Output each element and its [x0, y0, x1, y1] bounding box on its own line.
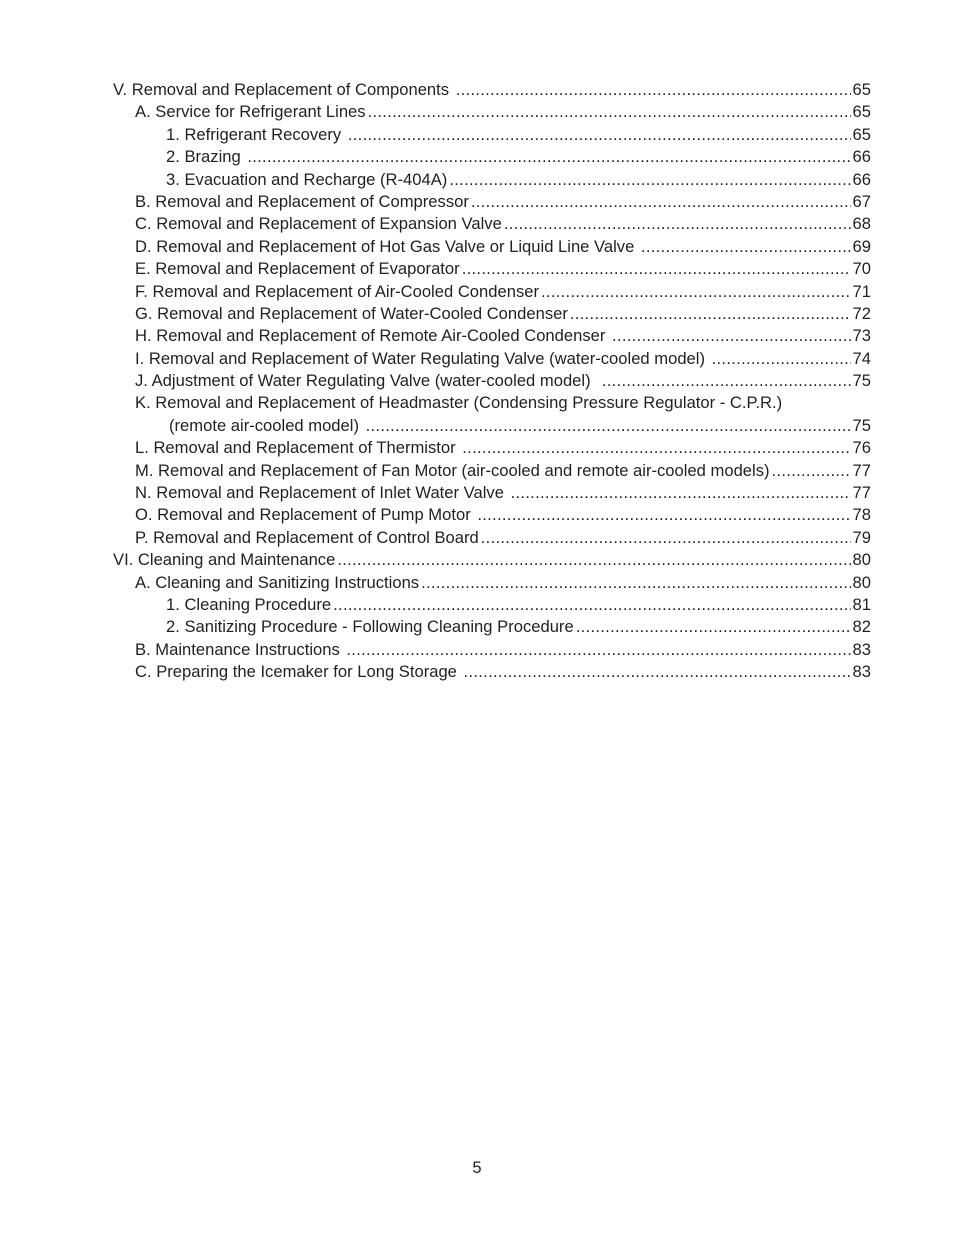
- toc-entry-title: F. Removal and Replacement of Air-Cooled Condenser: [135, 281, 539, 301]
- toc-entry-row: [135, 392, 871, 414]
- toc-entry[interactable]: [113, 213, 871, 235]
- toc-entry-page: 78: [852, 505, 871, 525]
- toc-entry-row: [135, 258, 871, 280]
- toc-entry-title: A. Service for Refrigerant Lines: [135, 102, 366, 122]
- toc-entry-row: [166, 594, 871, 616]
- toc-entry[interactable]: [113, 549, 871, 571]
- toc-entry-row: [135, 661, 871, 683]
- dot-leader: [541, 281, 851, 303]
- toc-entry-title: VI. Cleaning and Maintenance: [113, 550, 336, 570]
- toc-entry-row: [169, 415, 871, 437]
- toc-entry-title: G. Removal and Replacement of Water-Cooled Condenser: [135, 303, 568, 323]
- toc-entry-page: 83: [852, 662, 871, 682]
- dot-leader: [464, 661, 851, 683]
- toc-entry[interactable]: [113, 392, 871, 414]
- toc-entry-row: [135, 460, 871, 482]
- toc-entry-row: [135, 348, 871, 370]
- toc-entry-page: 68: [852, 214, 871, 234]
- dot-leader: [337, 549, 850, 571]
- toc-entry-title: B. Maintenance Instructions: [135, 639, 345, 659]
- dot-leader: [570, 303, 851, 325]
- toc-entry[interactable]: [113, 101, 871, 123]
- toc-entry-page: 81: [852, 594, 871, 614]
- toc-entry-title: N. Removal and Replacement of Inlet Water Valve: [135, 483, 509, 503]
- toc-entry-page: 79: [852, 527, 871, 547]
- toc-entry-page: 67: [852, 191, 871, 211]
- toc-entry-title: O. Removal and Replacement of Pump Motor: [135, 505, 476, 525]
- toc-entry-page: 75: [852, 371, 871, 391]
- toc-entry-page: 76: [852, 438, 871, 458]
- toc-entry-title: (remote air-cooled model): [169, 415, 364, 435]
- toc-entry[interactable]: [113, 236, 871, 258]
- toc-entry-title: 1. Refrigerant Recovery: [166, 124, 346, 144]
- dot-leader: [449, 169, 850, 191]
- toc-entry-row: [135, 639, 871, 661]
- toc-entry[interactable]: [113, 616, 871, 638]
- dot-leader: [366, 415, 851, 437]
- toc-entry-row: [135, 504, 871, 526]
- dot-leader: [456, 79, 851, 101]
- toc-entry-page: 74: [852, 348, 871, 368]
- toc-entry[interactable]: [113, 191, 871, 213]
- dot-leader: [602, 370, 851, 392]
- toc-entry[interactable]: [113, 124, 871, 146]
- toc-entry-page: 65: [852, 124, 871, 144]
- toc-entry-row: [135, 191, 871, 213]
- toc-entry[interactable]: [113, 504, 871, 526]
- toc-entry-page: 66: [852, 147, 871, 167]
- dot-leader: [612, 325, 851, 347]
- toc-entry[interactable]: [113, 572, 871, 594]
- toc-entry-row: [135, 325, 871, 347]
- toc-entry-title: A. Cleaning and Sanitizing Instructions: [135, 572, 420, 592]
- dot-leader: [462, 437, 850, 459]
- toc-entry-title: 2. Brazing: [166, 147, 246, 167]
- toc-entry-row: [166, 124, 871, 146]
- toc-entry-page: 65: [852, 102, 871, 122]
- toc-entry-page: 75: [852, 415, 871, 435]
- toc-entry-row: [135, 101, 871, 123]
- dot-leader: [477, 504, 850, 526]
- page-number: 5: [472, 1158, 482, 1177]
- dot-leader: [641, 236, 851, 258]
- dot-leader: [712, 348, 851, 370]
- toc-entry-row: [135, 572, 871, 594]
- toc-entry-title: B. Removal and Replacement of Compressor: [135, 191, 469, 211]
- dot-leader: [348, 124, 851, 146]
- dot-leader: [504, 213, 851, 235]
- toc-entry[interactable]: [113, 639, 871, 661]
- toc-entry[interactable]: [113, 325, 871, 347]
- toc-entry-row: [166, 169, 871, 191]
- toc-entry[interactable]: [113, 281, 871, 303]
- toc-entry-page: 82: [852, 617, 871, 637]
- dot-leader: [772, 460, 851, 482]
- toc-entry-page: 72: [852, 303, 871, 323]
- toc-entry-page: 80: [852, 572, 871, 592]
- toc-entry[interactable]: [113, 146, 871, 168]
- toc-entry[interactable]: [113, 370, 871, 392]
- toc-entry-title: P. Removal and Replacement of Control Board: [135, 527, 479, 547]
- toc-entry-title: E. Removal and Replacement of Evaporator: [135, 259, 460, 279]
- dot-leader: [421, 572, 850, 594]
- toc-entry[interactable]: [113, 169, 871, 191]
- toc-entry-page: 83: [852, 639, 871, 659]
- dot-leader: [481, 527, 851, 549]
- toc-entry[interactable]: [113, 460, 871, 482]
- toc-entry-title: J. Adjustment of Water Regulating Valve (water-cooled model): [135, 371, 600, 391]
- dot-leader: [462, 258, 851, 280]
- table-of-contents: [113, 79, 871, 684]
- toc-entry[interactable]: [113, 661, 871, 683]
- toc-entry-title: L. Removal and Replacement of Thermistor: [135, 438, 461, 458]
- toc-entry-title: M. Removal and Replacement of Fan Motor (air-cooled and remote air-cooled models): [135, 460, 770, 480]
- toc-entry-page: 65: [852, 80, 871, 99]
- toc-entry-title: V. Removal and Replacement of Components: [113, 80, 454, 99]
- toc-entry-row: [135, 437, 871, 459]
- toc-entry[interactable]: [113, 79, 871, 101]
- toc-entry[interactable]: [113, 527, 871, 549]
- dot-leader: [368, 101, 851, 123]
- toc-entry-page: 66: [852, 169, 871, 189]
- toc-entry-title: C. Removal and Replacement of Expansion Valve: [135, 214, 502, 234]
- toc-entry-title: C. Preparing the Icemaker for Long Storage: [135, 662, 462, 682]
- toc-entry[interactable]: [113, 482, 871, 504]
- toc-entry-row: [135, 482, 871, 504]
- dot-leader: [346, 639, 850, 661]
- toc-entry-row: [135, 281, 871, 303]
- toc-entry-title: D. Removal and Replacement of Hot Gas Valve or Liquid Line Valve: [135, 236, 639, 256]
- toc-entry-row: [113, 79, 871, 101]
- toc-entry-row: [135, 236, 871, 258]
- toc-entry[interactable]: [113, 415, 871, 437]
- toc-entry-title: 1. Cleaning Procedure: [166, 594, 332, 614]
- toc-entry-page: 80: [852, 550, 871, 570]
- dot-leader: [576, 616, 851, 638]
- toc-entry-title: K. Removal and Replacement of Headmaster (Condensing Pressure Regulator - C.P.R.): [135, 393, 783, 413]
- toc-entry-page: 77: [852, 483, 871, 503]
- toc-entry-row: [135, 370, 871, 392]
- toc-entry-row: [135, 303, 871, 325]
- dot-leader: [471, 191, 851, 213]
- toc-entry[interactable]: [113, 258, 871, 280]
- dot-leader: [333, 594, 850, 616]
- toc-entry-row: [135, 527, 871, 549]
- toc-entry[interactable]: [113, 594, 871, 616]
- toc-entry[interactable]: [113, 348, 871, 370]
- toc-entry-title: 3. Evacuation and Recharge (R-404A): [166, 169, 448, 189]
- toc-entry-title: I. Removal and Replacement of Water Regulating Valve (water-cooled model): [135, 348, 710, 368]
- toc-entry[interactable]: [113, 303, 871, 325]
- toc-entry-page: 77: [852, 460, 871, 480]
- dot-leader: [511, 482, 851, 504]
- dot-leader: [247, 146, 850, 168]
- toc-entry-page: 70: [852, 259, 871, 279]
- toc-entry[interactable]: [113, 437, 871, 459]
- toc-entry-row: [166, 146, 871, 168]
- toc-entry-row: [166, 616, 871, 638]
- toc-entry-title: H. Removal and Replacement of Remote Air-Cooled Condenser: [135, 326, 611, 346]
- toc-entry-row: [135, 213, 871, 235]
- toc-entry-page: 73: [852, 326, 871, 346]
- toc-entry-page: 71: [852, 281, 871, 301]
- toc-entry-row: [113, 549, 871, 571]
- toc-entry-page: 69: [852, 236, 871, 256]
- toc-entry-title: 2. Sanitizing Procedure - Following Cleaning Procedure: [166, 617, 574, 637]
